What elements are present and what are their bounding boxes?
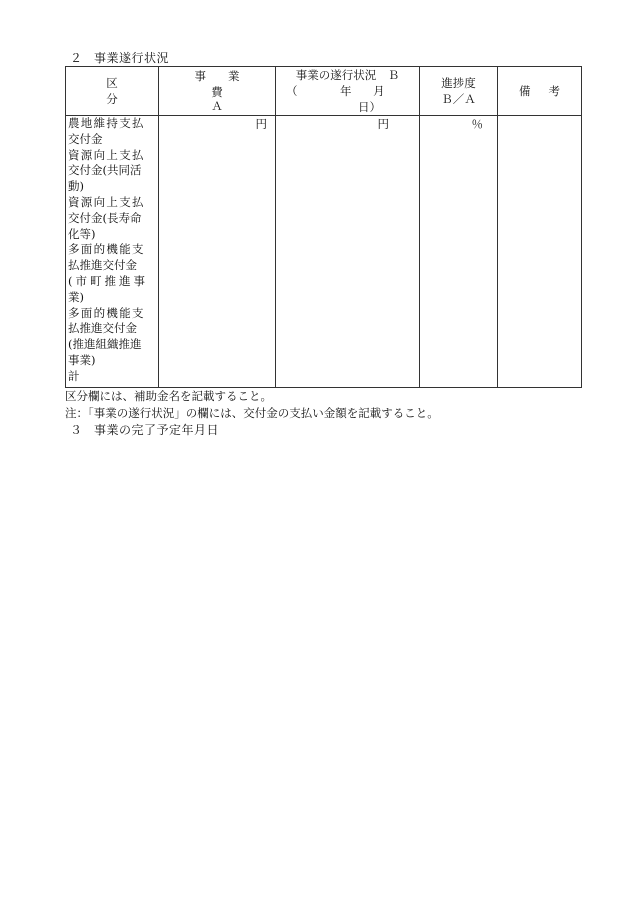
- list-item: 資源向上支払 交付金(共同活 動): [68, 147, 145, 194]
- note-kubun: 区分欄には、補助金名を記載すること。: [65, 389, 272, 403]
- list-item: 資源向上支払 交付金(長寿命 化等): [68, 194, 145, 241]
- header-suiko-label: 事業の遂行状況 Ｂ: [295, 68, 400, 82]
- table-header-row: [66, 67, 582, 116]
- jigyohi-cell: [159, 116, 276, 388]
- biko-cell: [498, 116, 582, 388]
- header-suiko-month: 月: [373, 84, 385, 98]
- section-3-number: ３: [70, 423, 83, 437]
- header-suiko-date: [276, 83, 419, 115]
- header-suiko: [276, 67, 420, 116]
- header-jigyohi-symbol: Ａ: [211, 99, 223, 113]
- category-list: [66, 116, 158, 385]
- table-body-row: [66, 116, 582, 388]
- header-jigyohi: [159, 67, 276, 116]
- header-biko: 備考: [498, 67, 582, 116]
- header-kubun: 区分: [66, 67, 159, 116]
- shinchoku-cell: [420, 116, 498, 388]
- category-cell: [66, 116, 159, 388]
- header-jigyohi-label: 事業費: [194, 69, 262, 99]
- header-suiko-day: 日）: [358, 100, 381, 114]
- list-item: 多面的機能支 払推進交付金 (推進組織推進 事業): [68, 305, 145, 367]
- header-suiko-paren: （: [286, 84, 298, 98]
- section-2-heading: [70, 49, 169, 66]
- header-shinchoku-label: 進捗度: [441, 76, 476, 90]
- section-3-title: 事業の完了予定年月日: [94, 423, 220, 437]
- note-suiko: 注：「事業の遂行状況」の欄には、交付金の支払い金額を記載すること。: [65, 406, 439, 420]
- section-2-title: 事業遂行状況: [94, 51, 170, 65]
- progress-table: [65, 66, 582, 388]
- section-2-number: ２: [70, 51, 83, 65]
- list-item: 多面的機能支 払推進交付金 (市町推進事 業): [68, 242, 148, 304]
- header-shinchoku: [420, 67, 498, 116]
- list-item: 農地維持支払 交付金: [68, 116, 145, 146]
- section-3-heading: [70, 421, 219, 438]
- jigyohi-unit: 円: [255, 117, 267, 131]
- suiko-cell: [276, 116, 420, 388]
- suiko-unit: 円: [377, 117, 389, 131]
- shinchoku-unit: ％: [471, 117, 483, 131]
- header-suiko-year: 年: [340, 84, 352, 98]
- header-shinchoku-symbol: Ｂ／Ａ: [441, 92, 476, 106]
- list-item-total: 計: [68, 368, 80, 383]
